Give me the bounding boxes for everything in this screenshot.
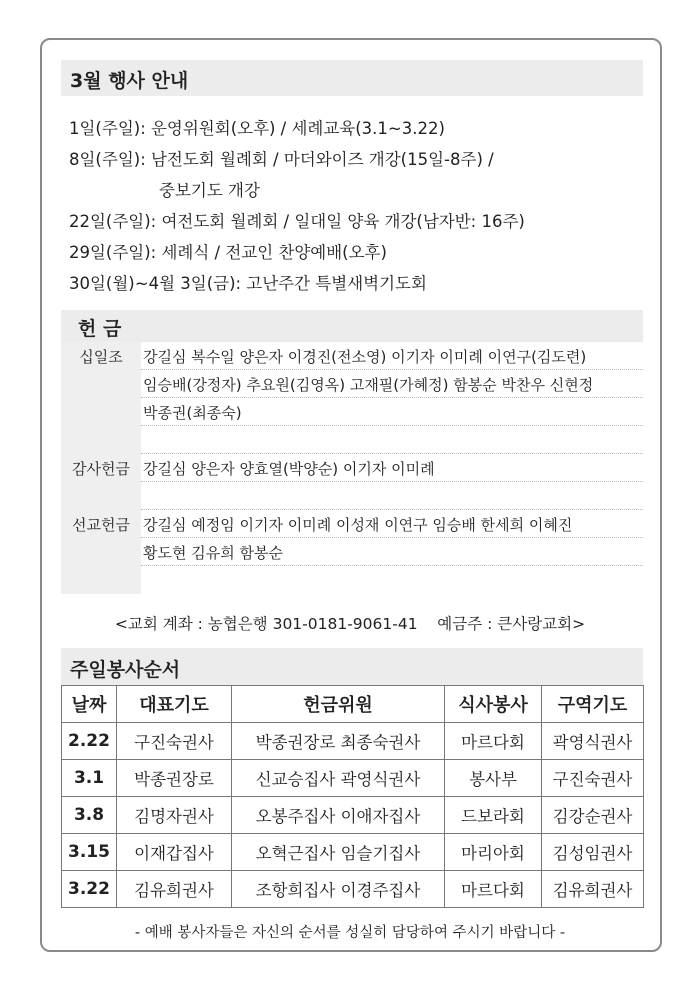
offering-names: 황도현 김유희 함봉순 xyxy=(143,544,283,562)
table-row xyxy=(62,834,644,871)
offering-label-tithe: 십일조 xyxy=(79,348,123,366)
offering-row xyxy=(61,342,643,370)
cell-meal: 드보라회 xyxy=(445,797,542,834)
table-row xyxy=(62,723,644,760)
cell-offering: 박종권장로 최종숙권사 xyxy=(232,723,445,760)
cell-offering: 오혁근집사 임슬기집사 xyxy=(232,834,445,871)
cell-prayer: 김명자권사 xyxy=(117,797,232,834)
cell-date: 3.15 xyxy=(62,834,117,871)
offering-label-cell xyxy=(61,566,141,594)
cell-meal: 마르다회 xyxy=(445,723,542,760)
offering-header-bar xyxy=(61,310,643,342)
offering-row xyxy=(61,426,643,454)
cell-prayer: 김유희권사 xyxy=(117,871,232,908)
event-line: 29일(주일): 세례식 / 전교인 찬양예배(오후) xyxy=(69,243,387,262)
event-line: 22일(주일): 여전도회 월례회 / 일대일 양육 개강(남자반: 16주) xyxy=(69,212,525,231)
offering-label-cell xyxy=(61,426,141,454)
table-header-row xyxy=(62,686,644,723)
event-line: 30일(월)~4월 3일(금): 고난주간 특별새벽기도회 xyxy=(69,274,427,293)
table-row xyxy=(62,797,644,834)
cell-prayer: 구진숙권사 xyxy=(117,723,232,760)
offering-names: 강길심 양은자 양효열(박양순) 이기자 이미례 xyxy=(143,460,435,478)
cell-district: 곽영식권사 xyxy=(542,723,644,760)
bank-account-info: <교회 계좌 : 농협은행 301-0181-9061-41 예금주 : 큰사랑교회> xyxy=(114,615,586,633)
column-header-prayer: 대표기도 xyxy=(117,686,232,723)
cell-meal: 마리아회 xyxy=(445,834,542,871)
offering-row xyxy=(61,538,643,566)
cell-date: 3.1 xyxy=(62,760,117,797)
cell-offering: 오봉주집사 이애자집사 xyxy=(232,797,445,834)
cell-prayer: 박종권장로 xyxy=(117,760,232,797)
event-line: 1일(주일): 운영위원회(오후) / 세례교육(3.1~3.22) xyxy=(69,119,445,138)
cell-district: 김유희권사 xyxy=(542,871,644,908)
event-line: 8일(주일): 남전도회 월례회 / 마더와이즈 개강(15일-8주) / xyxy=(69,150,494,169)
cell-prayer: 이재갑집사 xyxy=(117,834,232,871)
service-schedule-table xyxy=(61,685,644,908)
offering-label-mission: 선교헌금 xyxy=(72,516,130,534)
cell-date: 3.22 xyxy=(62,871,117,908)
column-header-district: 구역기도 xyxy=(542,686,644,723)
footer-note: - 예배 봉사자들은 자신의 순서를 성실히 담당하여 주시기 바랍니다 - xyxy=(134,925,566,941)
offering-row xyxy=(61,482,643,510)
offering-names: 강길심 예정임 이기자 이미례 이성재 이연구 임승배 한세희 이혜진 xyxy=(143,516,573,534)
offering-names: 임승배(강정자) 추요원(김영옥) 고재필(가혜정) 함봉순 박찬우 신현정 xyxy=(143,376,594,394)
column-header-date: 날짜 xyxy=(62,686,117,723)
offering-label-cell xyxy=(61,482,141,510)
cell-offering: 조항희집사 이경주집사 xyxy=(232,871,445,908)
offering-title: 헌 금 xyxy=(78,318,122,340)
offering-names: 강길심 복수일 양은자 이경진(전소영) 이기자 이미례 이연구(김도련) xyxy=(143,348,587,366)
offering-label-cell xyxy=(61,538,141,566)
event-line-continued: 중보기도 개강 xyxy=(159,181,260,200)
cell-date: 2.22 xyxy=(62,723,117,760)
cell-district: 구진숙권사 xyxy=(542,760,644,797)
table-row xyxy=(62,871,644,908)
column-header-meal: 식사봉사 xyxy=(445,686,542,723)
offering-row xyxy=(61,510,643,538)
offering-row xyxy=(61,398,643,426)
offering-list xyxy=(61,342,643,594)
cell-meal: 마르다회 xyxy=(445,871,542,908)
cell-district: 김성임권사 xyxy=(542,834,644,871)
column-header-offering: 헌금위원 xyxy=(232,686,445,723)
offering-label-cell xyxy=(61,398,141,426)
offering-label-cell xyxy=(61,370,141,398)
cell-offering: 신교승집사 곽영식권사 xyxy=(232,760,445,797)
events-title: 3월 행사 안내 xyxy=(70,70,189,92)
offering-row xyxy=(61,454,643,482)
offering-row xyxy=(61,566,643,594)
offering-names: 박종권(최종숙) xyxy=(143,404,242,422)
cell-district: 김강순권사 xyxy=(542,797,644,834)
offering-label-thanksgiving: 감사헌금 xyxy=(72,460,130,478)
cell-meal: 봉사부 xyxy=(445,760,542,797)
schedule-title: 주일봉사순서 xyxy=(70,659,181,681)
offering-row xyxy=(61,370,643,398)
cell-date: 3.8 xyxy=(62,797,117,834)
table-row xyxy=(62,760,644,797)
